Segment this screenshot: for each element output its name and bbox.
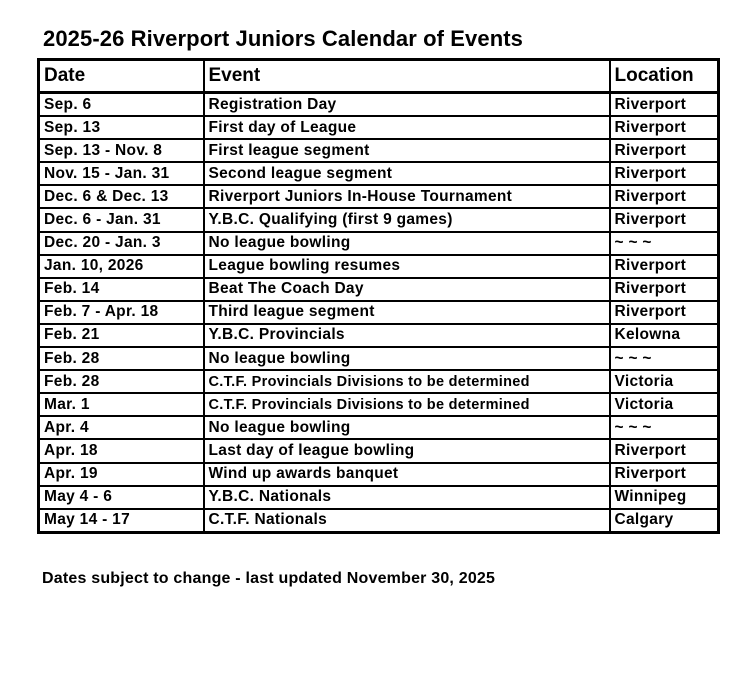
table-row [39, 93, 719, 117]
cell-event: Riverport Juniors In-House Tournament [204, 185, 610, 208]
table-row [39, 301, 719, 324]
cell-event: First league segment [204, 139, 610, 162]
cell-date: Apr. 19 [39, 463, 204, 486]
cell-location: Riverport [610, 278, 719, 301]
cell-location: Riverport [610, 463, 719, 486]
events-table [37, 58, 720, 534]
table-row [39, 139, 719, 162]
table-row [39, 278, 719, 301]
cell-date: Nov. 15 - Jan. 31 [39, 162, 204, 185]
table-row [39, 255, 719, 278]
cell-location: Riverport [610, 116, 719, 139]
table-row [39, 162, 719, 185]
cell-date: Sep. 6 [39, 93, 204, 117]
cell-event: First day of League [204, 116, 610, 139]
cell-location: ~ ~ ~ [610, 232, 719, 255]
table-row [39, 509, 719, 533]
cell-date: Sep. 13 - Nov. 8 [39, 139, 204, 162]
table-row [39, 232, 719, 255]
table-row [39, 486, 719, 509]
table-row [39, 208, 719, 231]
cell-event: Third league segment [204, 301, 610, 324]
cell-location: Riverport [610, 93, 719, 117]
cell-event: No league bowling [204, 232, 610, 255]
cell-date: May 4 - 6 [39, 486, 204, 509]
cell-date: Feb. 28 [39, 370, 204, 393]
table-row [39, 370, 719, 393]
cell-location: ~ ~ ~ [610, 416, 719, 439]
cell-event: No league bowling [204, 347, 610, 370]
cell-location: Winnipeg [610, 486, 719, 509]
cell-location: Kelowna [610, 324, 719, 347]
cell-event: C.T.F. Nationals [204, 509, 610, 533]
cell-event: No league bowling [204, 416, 610, 439]
cell-location: Riverport [610, 185, 719, 208]
cell-location: Riverport [610, 162, 719, 185]
cell-event: Beat The Coach Day [204, 278, 610, 301]
cell-location: Victoria [610, 370, 719, 393]
cell-event: C.T.F. Provincials Divisions to be determined [204, 393, 610, 416]
table-row [39, 347, 719, 370]
cell-location: Victoria [610, 393, 719, 416]
header-row [39, 60, 719, 93]
cell-date: Apr. 4 [39, 416, 204, 439]
table-row [39, 185, 719, 208]
cell-date: May 14 - 17 [39, 509, 204, 533]
cell-date: Apr. 18 [39, 439, 204, 462]
cell-location: Riverport [610, 301, 719, 324]
header-date: Date [39, 60, 204, 93]
header-event: Event [204, 60, 610, 93]
cell-date: Dec. 20 - Jan. 3 [39, 232, 204, 255]
table-row [39, 439, 719, 462]
cell-event: Last day of league bowling [204, 439, 610, 462]
cell-location: Riverport [610, 139, 719, 162]
cell-location: ~ ~ ~ [610, 347, 719, 370]
cell-date: Feb. 21 [39, 324, 204, 347]
cell-date: Feb. 14 [39, 278, 204, 301]
cell-event: League bowling resumes [204, 255, 610, 278]
cell-location: Riverport [610, 208, 719, 231]
table-row [39, 416, 719, 439]
cell-location: Riverport [610, 255, 719, 278]
page-title: 2025-26 Riverport Juniors Calendar of Events [43, 26, 524, 51]
cell-event: C.T.F. Provincials Divisions to be determined [204, 370, 610, 393]
cell-event: Y.B.C. Nationals [204, 486, 610, 509]
cell-location: Riverport [610, 439, 719, 462]
table-row [39, 393, 719, 416]
table-row [39, 116, 719, 139]
header-location: Location [610, 60, 719, 93]
cell-event: Wind up awards banquet [204, 463, 610, 486]
cell-date: Feb. 7 - Apr. 18 [39, 301, 204, 324]
table-row [39, 324, 719, 347]
cell-date: Jan. 10, 2026 [39, 255, 204, 278]
cell-date: Dec. 6 & Dec. 13 [39, 185, 204, 208]
cell-location: Calgary [610, 509, 719, 533]
cell-date: Mar. 1 [39, 393, 204, 416]
cell-event: Y.B.C. Provincials [204, 324, 610, 347]
cell-date: Sep. 13 [39, 116, 204, 139]
update-note: Dates subject to change - last updated November 30, 2025 [42, 570, 496, 587]
cell-event: Y.B.C. Qualifying (first 9 games) [204, 208, 610, 231]
cell-date: Dec. 6 - Jan. 31 [39, 208, 204, 231]
cell-date: Feb. 28 [39, 347, 204, 370]
cell-event: Second league segment [204, 162, 610, 185]
cell-event: Registration Day [204, 93, 610, 117]
table-row [39, 463, 719, 486]
